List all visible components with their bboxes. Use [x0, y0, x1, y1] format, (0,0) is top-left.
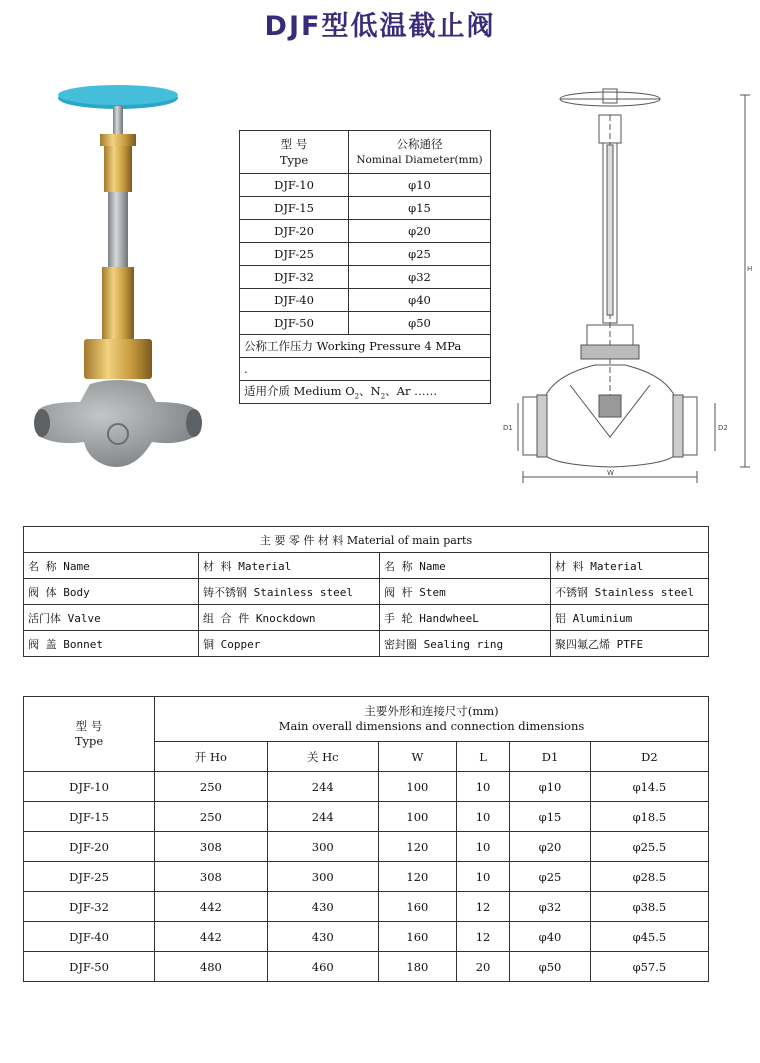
spec-row — [240, 220, 491, 243]
table-row — [24, 832, 709, 862]
material-header-cell: 名 称 Name — [380, 553, 551, 579]
material-table — [23, 526, 709, 657]
table-cell: DJF-20 — [24, 832, 155, 862]
table-cell: 300 — [267, 832, 378, 862]
spec-row — [240, 312, 491, 335]
spec-type: DJF-20 — [240, 220, 349, 243]
spec-dn: φ50 — [349, 312, 491, 335]
table-cell: 10 — [456, 772, 509, 802]
table-cell: 430 — [267, 892, 378, 922]
table-cell: φ50 — [510, 952, 591, 982]
material-row — [24, 579, 709, 605]
spec-header-dn — [349, 131, 491, 174]
table-row — [24, 952, 709, 982]
header-dn-cn: 公称通径 — [396, 137, 443, 151]
spec-row — [240, 289, 491, 312]
table-cell: 308 — [155, 862, 268, 892]
material-cell: 铸不锈钢 Stainless steel — [199, 579, 380, 605]
table-cell: DJF-40 — [24, 922, 155, 952]
table-cell: 120 — [378, 832, 456, 862]
table-cell: φ40 — [510, 922, 591, 952]
table-cell: DJF-25 — [24, 862, 155, 892]
table-cell: φ14.5 — [590, 772, 708, 802]
dim-col-ho: 开 Ho — [155, 742, 268, 772]
spec-dn: φ20 — [349, 220, 491, 243]
table-cell: 430 — [267, 922, 378, 952]
medium-sub-o2: 2 — [354, 392, 360, 401]
table-cell: 244 — [267, 802, 378, 832]
header-type-en: Type — [279, 153, 309, 167]
table-row — [24, 892, 709, 922]
table-cell: φ45.5 — [590, 922, 708, 952]
material-cell: 阀 体 Body — [24, 579, 199, 605]
dim-caption-en: Main overall dimensions and connection dimensions — [278, 719, 585, 733]
material-row — [24, 631, 709, 657]
dim-type-cn: 型 号 — [75, 719, 103, 733]
blank-row: . — [240, 358, 491, 381]
dim-col-l: L — [456, 742, 509, 772]
material-cell: 密封圈 Sealing ring — [380, 631, 551, 657]
spec-type: DJF-32 — [240, 266, 349, 289]
dim-col-d1: D1 — [510, 742, 591, 772]
material-cell: 不锈钢 Stainless steel — [551, 579, 709, 605]
medium-prefix: 适用介质 Medium O — [244, 384, 355, 399]
spec-row — [240, 174, 491, 197]
spec-type: DJF-50 — [240, 312, 349, 335]
table-cell: φ28.5 — [590, 862, 708, 892]
table-cell: 480 — [155, 952, 268, 982]
label-w: W — [607, 469, 614, 477]
spec-dn: φ40 — [349, 289, 491, 312]
table-cell: φ57.5 — [590, 952, 708, 982]
table-cell: 300 — [267, 862, 378, 892]
spec-type: DJF-15 — [240, 197, 349, 220]
table-cell: 100 — [378, 802, 456, 832]
dim-col-w: W — [378, 742, 456, 772]
medium-row — [240, 381, 491, 404]
material-header-row — [24, 553, 709, 579]
label-h: H — [747, 265, 753, 273]
table-row — [24, 802, 709, 832]
dim-caption-cn: 主要外形和连接尺寸(mm) — [364, 704, 499, 718]
table-cell: 160 — [378, 892, 456, 922]
material-cell: 活门体 Valve — [24, 605, 199, 631]
spec-type: DJF-40 — [240, 289, 349, 312]
header-type-cn: 型 号 — [280, 137, 308, 151]
spec-dn: φ25 — [349, 243, 491, 266]
table-cell: φ20 — [510, 832, 591, 862]
material-cell: 组 合 件 Knockdown — [199, 605, 380, 631]
table-cell: φ18.5 — [590, 802, 708, 832]
dim-col-hc: 关 Hc — [267, 742, 378, 772]
medium-suffix: 、Ar …… — [385, 384, 438, 399]
valve-drawing — [503, 85, 755, 485]
medium-sub-n2: 2 — [380, 392, 386, 401]
dim-header-type — [24, 697, 155, 772]
table-cell: 442 — [155, 892, 268, 922]
table-cell: 160 — [378, 922, 456, 952]
working-pressure: 公称工作压力 Working Pressure 4 MPa — [240, 335, 491, 358]
material-cell: 聚四氟乙烯 PTFE — [551, 631, 709, 657]
table-cell: DJF-32 — [24, 892, 155, 922]
table-cell: 120 — [378, 862, 456, 892]
material-header-cell: 材 料 Material — [551, 553, 709, 579]
dim-col-d2: D2 — [590, 742, 708, 772]
table-cell: φ15 — [510, 802, 591, 832]
table-cell: DJF-10 — [24, 772, 155, 802]
spec-row — [240, 243, 491, 266]
medium-mid: 、N — [359, 384, 381, 399]
table-cell: DJF-15 — [24, 802, 155, 832]
spec-header-type — [240, 131, 349, 174]
spec-type: DJF-10 — [240, 174, 349, 197]
header-dn-en: Nominal Diameter(mm) — [356, 154, 483, 166]
table-cell: φ32 — [510, 892, 591, 922]
table-row — [24, 862, 709, 892]
table-cell: φ10 — [510, 772, 591, 802]
label-d1: D1 — [503, 424, 513, 432]
table-cell: 250 — [155, 802, 268, 832]
material-caption: 主 要 零 件 材 料 Material of main parts — [24, 527, 709, 553]
material-cell: 阀 盖 Bonnet — [24, 631, 199, 657]
dim-type-en: Type — [74, 734, 104, 748]
table-cell: 10 — [456, 862, 509, 892]
table-cell: 10 — [456, 832, 509, 862]
material-header-cell: 材 料 Material — [199, 553, 380, 579]
dim-caption — [155, 697, 709, 742]
spec-table — [239, 130, 491, 404]
material-cell: 铜 Copper — [199, 631, 380, 657]
table-row — [24, 772, 709, 802]
spec-row — [240, 266, 491, 289]
table-cell: 10 — [456, 802, 509, 832]
spec-dn: φ32 — [349, 266, 491, 289]
material-cell: 铝 Aluminium — [551, 605, 709, 631]
spec-dn: φ10 — [349, 174, 491, 197]
table-cell: φ25 — [510, 862, 591, 892]
table-cell: 20 — [456, 952, 509, 982]
table-cell: 12 — [456, 892, 509, 922]
table-row — [24, 922, 709, 952]
table-cell: 244 — [267, 772, 378, 802]
spec-dn: φ15 — [349, 197, 491, 220]
table-cell: DJF-50 — [24, 952, 155, 982]
valve-photo — [28, 80, 228, 470]
material-cell: 手 轮 HandwheeL — [380, 605, 551, 631]
table-cell: 308 — [155, 832, 268, 862]
label-d2: D2 — [718, 424, 728, 432]
page-title: DJF型低温截止阀 — [264, 11, 496, 42]
spec-type: DJF-25 — [240, 243, 349, 266]
table-cell: 12 — [456, 922, 509, 952]
material-cell: 阀 杆 Stem — [380, 579, 551, 605]
table-cell: φ38.5 — [590, 892, 708, 922]
table-cell: 100 — [378, 772, 456, 802]
table-cell: 180 — [378, 952, 456, 982]
table-cell: φ25.5 — [590, 832, 708, 862]
table-cell: 460 — [267, 952, 378, 982]
dimension-table — [23, 696, 709, 982]
material-row — [24, 605, 709, 631]
table-cell: 442 — [155, 922, 268, 952]
table-cell: 250 — [155, 772, 268, 802]
material-header-cell: 名 称 Name — [24, 553, 199, 579]
spec-row — [240, 197, 491, 220]
